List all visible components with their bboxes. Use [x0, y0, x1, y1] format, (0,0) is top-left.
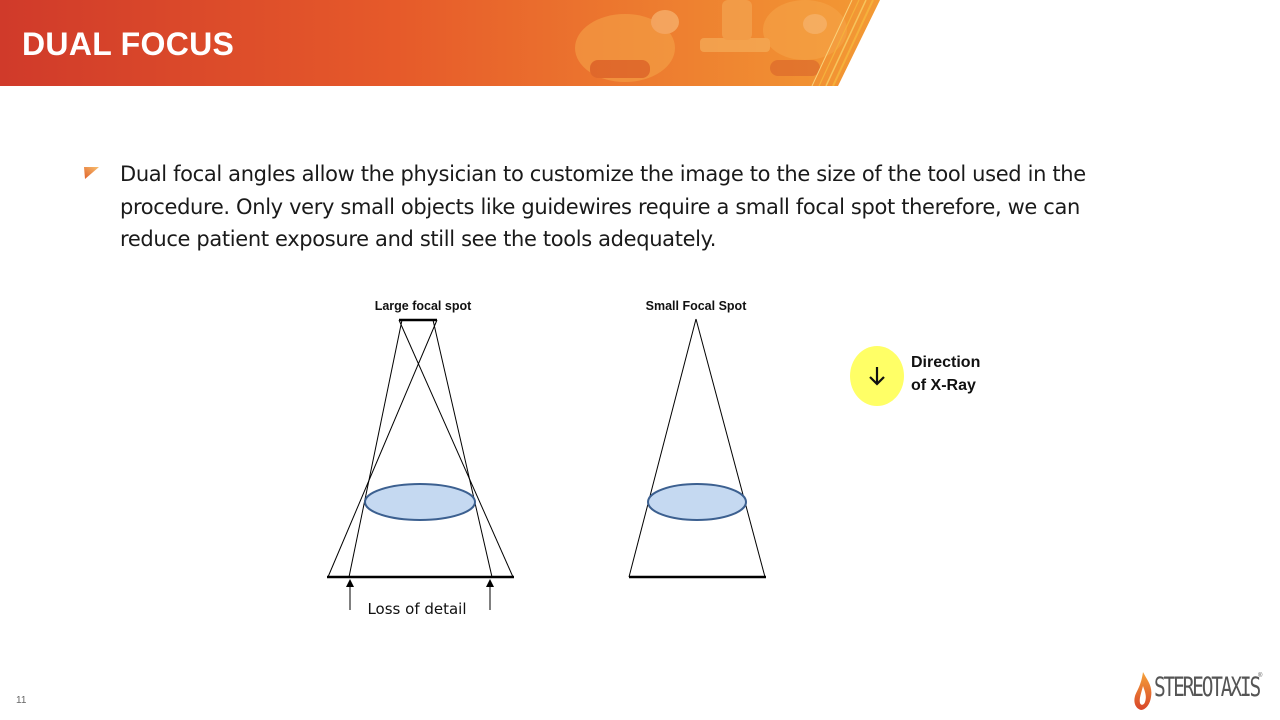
stereotaxis-logo — [1130, 668, 1270, 714]
small-focal-spot-label: Small Focal Spot — [645, 299, 747, 313]
logo-registered-mark: ® — [1258, 673, 1263, 679]
bullet-text: Dual focal angles allow the physician to customize the image to the size of the tool used in the procedure. Only very small objects like guidewires require a small focal spot therefore, we can reduce patient exposure and still see the tools adequately. — [120, 162, 1086, 251]
large-inner-ray-left — [349, 320, 402, 577]
large-object-ellipse — [365, 484, 475, 520]
small-object-ellipse — [648, 484, 746, 520]
large-focal-spot-diagram — [327, 299, 514, 618]
large-inner-ray-right — [433, 320, 492, 577]
large-focal-spot-label: Large focal spot — [374, 299, 472, 313]
page-number: 11 — [16, 695, 27, 706]
flame-logo-icon — [1132, 670, 1154, 712]
small-focal-spot-diagram — [629, 299, 766, 577]
direction-legend-line2: of X-Ray — [911, 377, 976, 394]
logo-wordmark: STEREOTAXIS — [1154, 672, 1259, 703]
loss-of-detail-label: Loss of detail — [367, 600, 467, 618]
arrow-down-icon — [867, 364, 887, 388]
large-outer-ray-right — [399, 320, 513, 577]
small-ray-right — [696, 319, 765, 577]
direction-legend-line1: Direction — [911, 354, 981, 371]
loss-of-detail-arrow-left — [346, 579, 354, 610]
loss-of-detail-arrow-right — [486, 579, 494, 610]
page-title: DUAL FOCUS — [22, 26, 235, 62]
direction-legend-text — [911, 351, 1021, 397]
small-ray-left — [629, 319, 696, 577]
large-outer-ray-left — [328, 320, 437, 577]
